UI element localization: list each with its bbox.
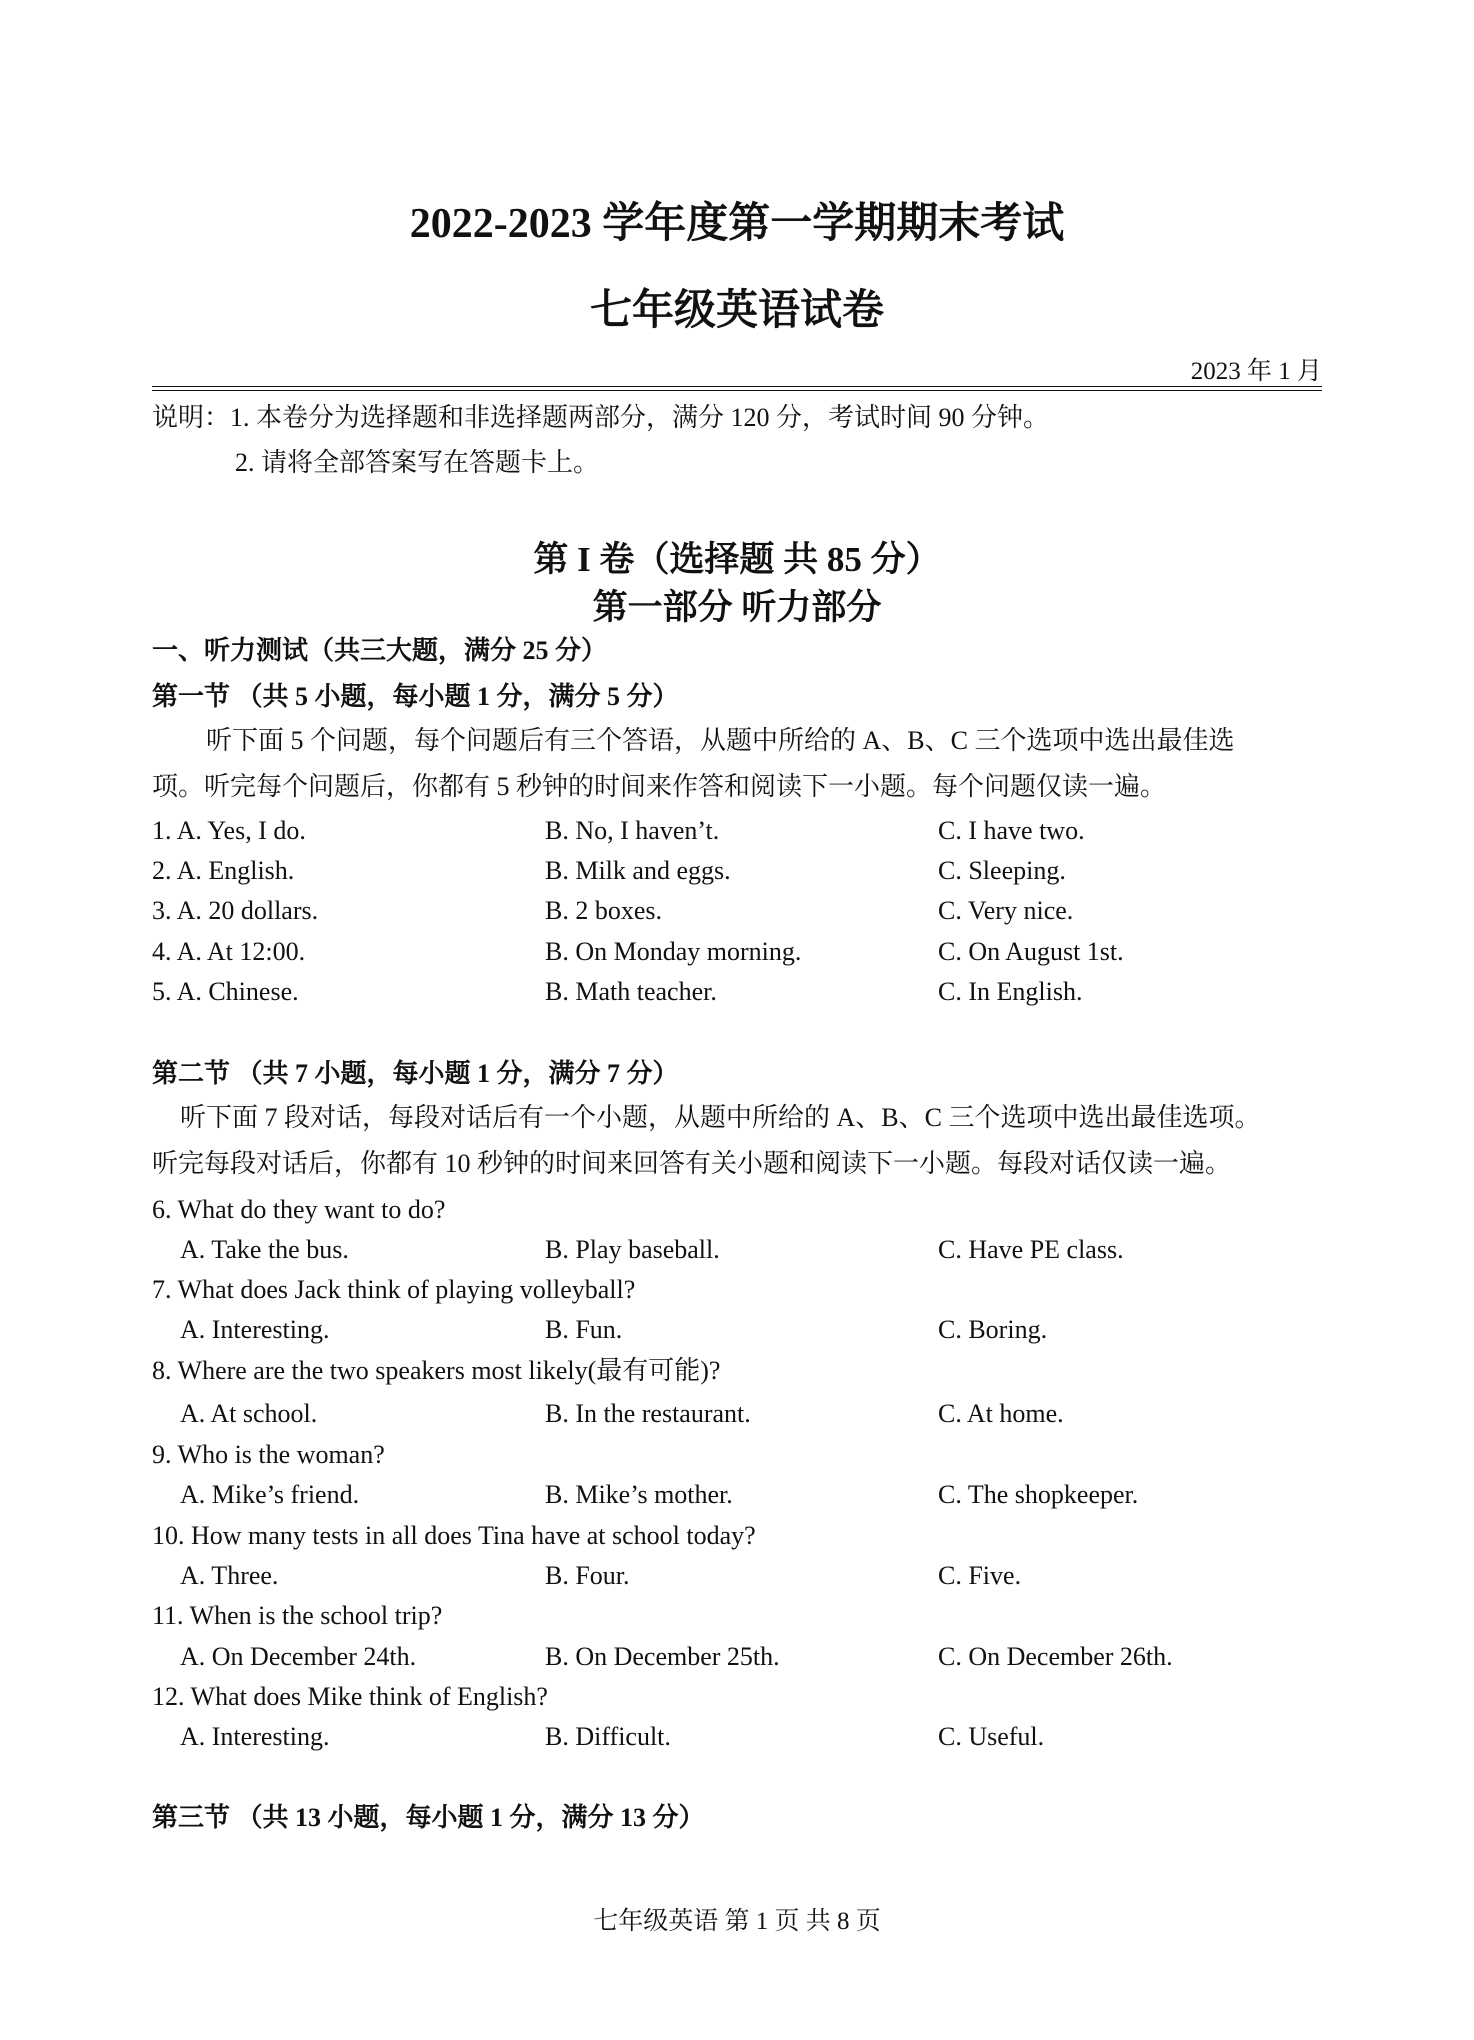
exam-title: 2022-2023 学年度第一学期期末考试 [409, 201, 1065, 247]
q9-question: 9. Who is the woman? [152, 1440, 385, 1469]
section1-desc-1: 听下面 5 个问题，每个问题后有三个答语，从题中所给的 A、B、C 三个选项中选出最佳选 [206, 726, 1235, 755]
q12-option-a: A. Interesting. [180, 1722, 330, 1751]
q8-option-b: B. In the restaurant. [545, 1399, 751, 1428]
section1-heading: 第一节 （共 5 小题，每小题 1 分，满分 5 分） [152, 682, 679, 711]
q7-question: 7. What does Jack think of playing volleyball? [152, 1275, 636, 1304]
q11-option-c: C. On December 26th. [938, 1642, 1173, 1671]
q6-option-c: C. Have PE class. [938, 1235, 1124, 1264]
q4-option-a: 4. A. At 12:00. [152, 937, 306, 966]
q10-option-c: C. Five. [938, 1561, 1022, 1590]
q1-option-c: C. I have two. [938, 816, 1085, 845]
q9-option-a: A. Mike’s friend. [180, 1480, 360, 1509]
q7-option-b: B. Fun. [545, 1315, 623, 1344]
q2-option-c: C. Sleeping. [938, 856, 1066, 885]
q3-option-b: B. 2 boxes. [545, 896, 662, 925]
q5-option-b: B. Math teacher. [545, 977, 717, 1006]
q12-option-c: C. Useful. [938, 1722, 1045, 1751]
q12-question: 12. What does Mike think of English? [152, 1682, 548, 1711]
q8-option-a: A. At school. [180, 1399, 318, 1428]
q11-option-b: B. On December 25th. [545, 1642, 780, 1671]
q10-question: 10. How many tests in all does Tina have at school today? [152, 1521, 756, 1550]
page-footer: 七年级英语 第 1 页 共 8 页 [593, 1908, 881, 1935]
q10-option-b: B. Four. [545, 1561, 630, 1590]
q8-option-c: C. At home. [938, 1399, 1064, 1428]
q5-option-a: 5. A. Chinese. [152, 977, 299, 1006]
q7-option-a: A. Interesting. [180, 1315, 330, 1344]
q12-option-b: B. Difficult. [545, 1722, 671, 1751]
instruction-line-2: 2. 请将全部答案写在答题卡上。 [235, 448, 600, 477]
listening-section-title: 一、听力测试（共三大题，满分 25 分） [152, 636, 608, 665]
section2-heading: 第二节 （共 7 小题，每小题 1 分，满分 7 分） [152, 1059, 679, 1088]
q3-option-c: C. Very nice. [938, 896, 1074, 925]
q2-option-a: 2. A. English. [152, 856, 295, 885]
q10-option-a: A. Three. [180, 1561, 279, 1590]
q6-question: 6. What do they want to do? [152, 1195, 446, 1224]
q7-option-c: C. Boring. [938, 1315, 1048, 1344]
volume-title: 第 I 卷（选择题 共 85 分） [533, 540, 941, 579]
q1-option-a: 1. A. Yes, I do. [152, 816, 306, 845]
header-rule-top [152, 386, 1322, 387]
q3-option-a: 3. A. 20 dollars. [152, 896, 319, 925]
q11-option-a: A. On December 24th. [180, 1642, 417, 1671]
exam-date: 2023 年 1 月 [1190, 358, 1322, 385]
section2-desc-1: 听下面 7 段对话，每段对话后有一个小题，从题中所给的 A、B、C 三个选项中选出最佳选项。 [180, 1103, 1261, 1132]
q4-option-c: C. On August 1st. [938, 937, 1124, 966]
instruction-line-1: 说明：1. 本卷分为选择题和非选择题两部分，满分 120 分，考试时间 90 分钟。 [152, 403, 1050, 432]
q1-option-b: B. No, I haven’t. [545, 816, 720, 845]
section2-desc-2: 听完每段对话后，你都有 10 秒钟的时间来回答有关小题和阅读下一小题。每段对话仅读一遍。 [152, 1149, 1232, 1178]
section1-desc-2: 项。听完每个问题后，你都有 5 秒钟的时间来作答和阅读下一小题。每个问题仅读一遍。 [152, 772, 1167, 801]
q6-option-a: A. Take the bus. [180, 1235, 349, 1264]
q9-option-c: C. The shopkeeper. [938, 1480, 1139, 1509]
exam-subtitle: 七年级英语试卷 [589, 288, 884, 334]
section3-heading: 第三节 （共 13 小题，每小题 1 分，满分 13 分） [152, 1803, 705, 1832]
q6-option-b: B. Play baseball. [545, 1235, 720, 1264]
q4-option-b: B. On Monday morning. [545, 937, 802, 966]
q9-option-b: B. Mike’s mother. [545, 1480, 733, 1509]
header-rule-bottom [152, 390, 1322, 391]
q11-question: 11. When is the school trip? [152, 1601, 443, 1630]
q5-option-c: C. In English. [938, 977, 1083, 1006]
q8-question: 8. Where are the two speakers most likely(最有可能)? [152, 1356, 721, 1385]
part-title: 第一部分 听力部分 [592, 588, 882, 627]
q2-option-b: B. Milk and eggs. [545, 856, 731, 885]
